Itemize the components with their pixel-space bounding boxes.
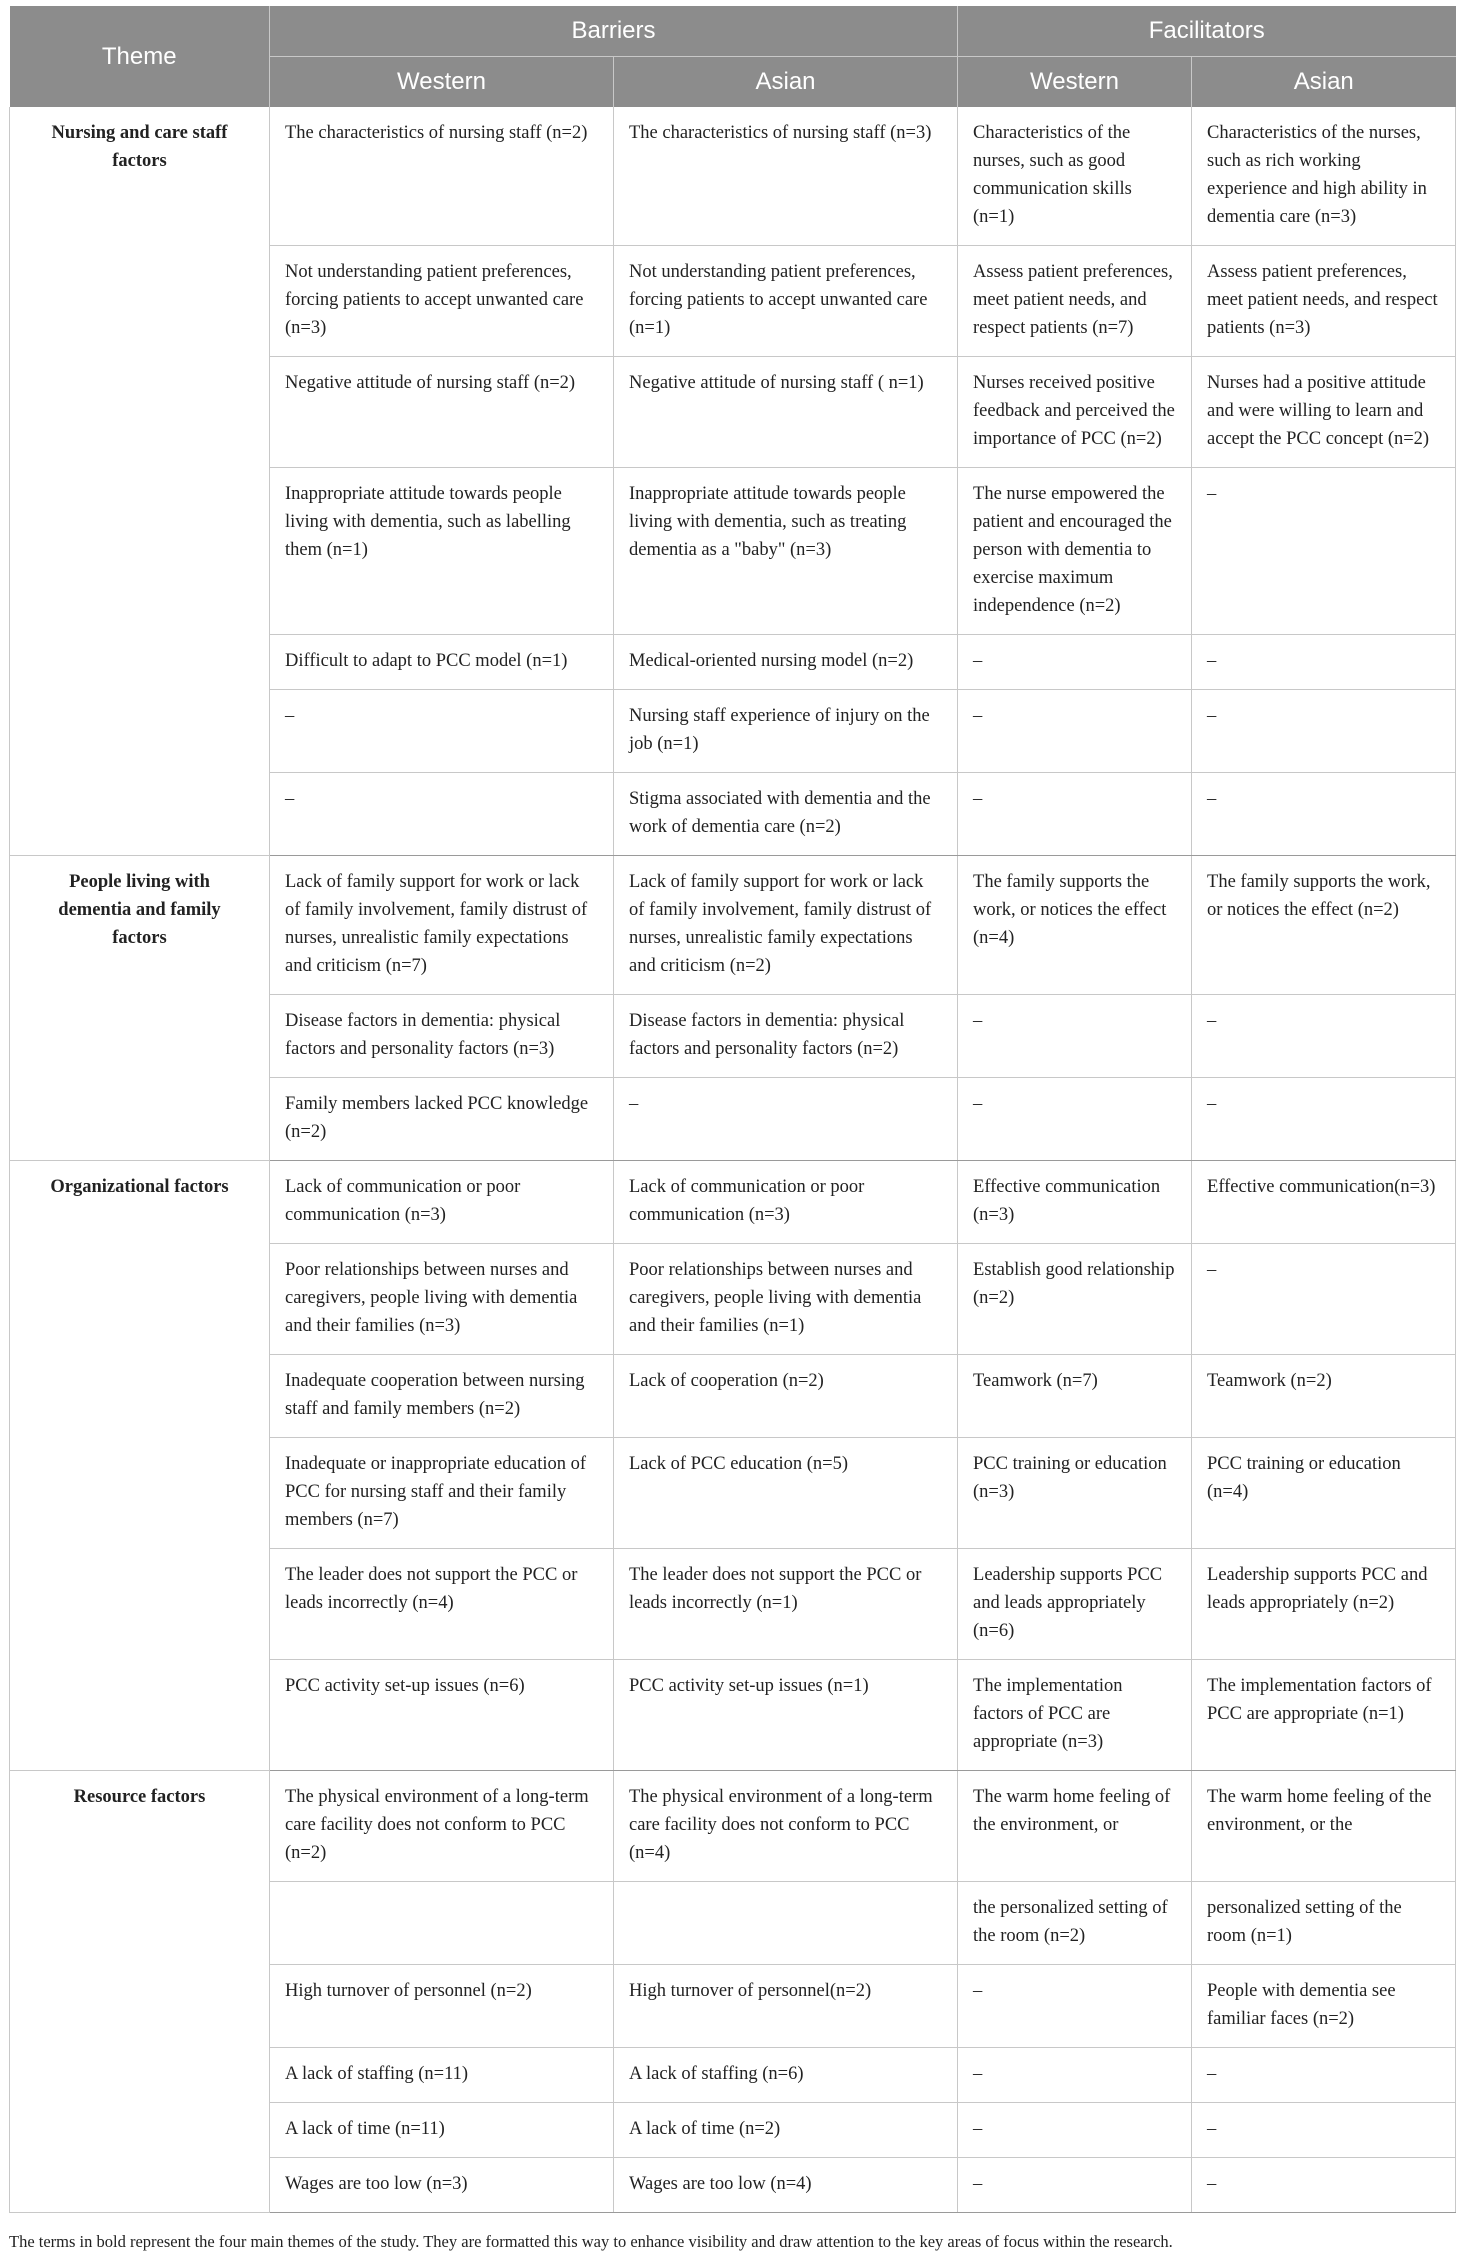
facilitators-asian-cell: –	[1192, 2048, 1456, 2103]
barriers-asian-cell: Negative attitude of nursing staff ( n=1)	[614, 357, 958, 468]
facilitators-western-cell: –	[958, 2048, 1192, 2103]
facilitators-western-cell: –	[958, 635, 1192, 690]
facilitators-asian-cell: –	[1192, 635, 1456, 690]
facilitators-western-cell: Establish good relationship (n=2)	[958, 1244, 1192, 1355]
barriers-western-cell: Lack of family support for work or lack of family involvement, family distrust of nurses, unrealistic family expectations and criticism (n=7)	[270, 856, 614, 995]
barriers-western-cell: Difficult to adapt to PCC model (n=1)	[270, 635, 614, 690]
facilitators-western-cell: –	[958, 1078, 1192, 1161]
facilitators-western-cell: Nurses received positive feedback and perceived the importance of PCC (n=2)	[958, 357, 1192, 468]
facilitators-asian-cell: PCC training or education (n=4)	[1192, 1438, 1456, 1549]
barriers-asian-cell: High turnover of personnel(n=2)	[614, 1965, 958, 2048]
facilitators-asian-cell: The implementation factors of PCC are appropriate (n=1)	[1192, 1660, 1456, 1771]
facilitators-western-cell: Effective communication (n=3)	[958, 1161, 1192, 1244]
barriers-asian-cell: Not understanding patient preferences, forcing patients to accept unwanted care (n=1)	[614, 246, 958, 357]
barriers-asian-cell: Lack of cooperation (n=2)	[614, 1355, 958, 1438]
barriers-western-cell: Disease factors in dementia: physical factors and personality factors (n=3)	[270, 995, 614, 1078]
barriers-western-cell: Poor relationships between nurses and caregivers, people living with dementia and their families (n=3)	[270, 1244, 614, 1355]
facilitators-western-cell: –	[958, 2103, 1192, 2158]
barriers-western-cell: A lack of time (n=11)	[270, 2103, 614, 2158]
facilitators-asian-cell: Leadership supports PCC and leads appropriately (n=2)	[1192, 1549, 1456, 1660]
facilitators-western-cell: –	[958, 995, 1192, 1078]
barriers-asian-cell: Lack of family support for work or lack of family involvement, family distrust of nurses, unrealistic family expectations and criticism (n=2)	[614, 856, 958, 995]
header-theme: Theme	[10, 6, 270, 107]
theme-cell: Organizational factors	[10, 1161, 270, 1771]
table-header	[10, 6, 1456, 107]
facilitators-western-cell: the personalized setting of the room (n=2)	[958, 1882, 1192, 1965]
facilitators-western-cell: –	[958, 2158, 1192, 2213]
facilitators-asian-cell: Characteristics of the nurses, such as rich working experience and high ability in dementia care (n=3)	[1192, 107, 1456, 246]
header-facilitators-asian: Asian	[1192, 57, 1456, 108]
facilitators-western-cell: –	[958, 1965, 1192, 2048]
table-row	[10, 107, 1456, 246]
facilitators-asian-cell: –	[1192, 468, 1456, 635]
barriers-asian-cell: The leader does not support the PCC or leads incorrectly (n=1)	[614, 1549, 958, 1660]
barriers-asian-cell: A lack of time (n=2)	[614, 2103, 958, 2158]
facilitators-western-cell: The family supports the work, or notices the effect (n=4)	[958, 856, 1192, 995]
barriers-western-cell: Wages are too low (n=3)	[270, 2158, 614, 2213]
barriers-western-cell: Inappropriate attitude towards people living with dementia, such as labelling them (n=1)	[270, 468, 614, 635]
barriers-western-cell: Family members lacked PCC knowledge (n=2)	[270, 1078, 614, 1161]
barriers-western-cell: PCC activity set-up issues (n=6)	[270, 1660, 614, 1771]
facilitators-asian-cell: –	[1192, 773, 1456, 856]
header-barriers-western: Western	[270, 57, 614, 108]
facilitators-asian-cell: –	[1192, 690, 1456, 773]
barriers-asian-cell: –	[614, 1078, 958, 1161]
facilitators-western-cell: The nurse empowered the patient and encouraged the person with dementia to exercise maximum independence (n=2)	[958, 468, 1192, 635]
pcc-barriers-facilitators-table	[9, 6, 1456, 2213]
facilitators-western-cell: Assess patient preferences, meet patient needs, and respect patients (n=7)	[958, 246, 1192, 357]
facilitators-western-cell: PCC training or education (n=3)	[958, 1438, 1192, 1549]
barriers-western-cell: –	[270, 773, 614, 856]
barriers-western-cell: –	[270, 690, 614, 773]
theme-cell: Resource factors	[10, 1771, 270, 2213]
table-footnote: The terms in bold represent the four main themes of the study. They are formatted this way to enhance visibility and draw attention to the key areas of focus within the research.	[9, 2232, 1173, 2251]
facilitators-western-cell: The implementation factors of PCC are appropriate (n=3)	[958, 1660, 1192, 1771]
barriers-asian-cell: A lack of staffing (n=6)	[614, 2048, 958, 2103]
barriers-asian-cell: The characteristics of nursing staff (n=3)	[614, 107, 958, 246]
barriers-asian-cell: Inappropriate attitude towards people living with dementia, such as treating dementia as a "baby" (n=3)	[614, 468, 958, 635]
barriers-western-cell: Inadequate or inappropriate education of PCC for nursing staff and their family members (n=7)	[270, 1438, 614, 1549]
header-facilitators-western: Western	[958, 57, 1192, 108]
barriers-asian-cell: Poor relationships between nurses and caregivers, people living with dementia and their families (n=1)	[614, 1244, 958, 1355]
theme-cell: Nursing and care staff factors	[10, 107, 270, 856]
barriers-western-cell: Inadequate cooperation between nursing staff and family members (n=2)	[270, 1355, 614, 1438]
facilitators-asian-cell: –	[1192, 1078, 1456, 1161]
barriers-asian-cell: The physical environment of a long-term care facility does not conform to PCC (n=4)	[614, 1771, 958, 1882]
barriers-western-cell: Lack of communication or poor communication (n=3)	[270, 1161, 614, 1244]
barriers-asian-cell: Lack of communication or poor communication (n=3)	[614, 1161, 958, 1244]
table-row	[10, 856, 1456, 995]
facilitators-asian-cell: –	[1192, 2103, 1456, 2158]
barriers-western-cell	[270, 1882, 614, 1965]
barriers-western-cell: High turnover of personnel (n=2)	[270, 1965, 614, 2048]
barriers-western-cell: Negative attitude of nursing staff (n=2)	[270, 357, 614, 468]
barriers-asian-cell: PCC activity set-up issues (n=1)	[614, 1660, 958, 1771]
facilitators-western-cell: Leadership supports PCC and leads appropriately (n=6)	[958, 1549, 1192, 1660]
facilitators-western-cell: –	[958, 773, 1192, 856]
facilitators-asian-cell: personalized setting of the room (n=1)	[1192, 1882, 1456, 1965]
facilitators-western-cell: Characteristics of the nurses, such as good communication skills (n=1)	[958, 107, 1192, 246]
barriers-asian-cell: Lack of PCC education (n=5)	[614, 1438, 958, 1549]
facilitators-asian-cell: –	[1192, 1244, 1456, 1355]
barriers-western-cell: The physical environment of a long-term care facility does not conform to PCC (n=2)	[270, 1771, 614, 1882]
facilitators-asian-cell: The family supports the work, or notices the effect (n=2)	[1192, 856, 1456, 995]
facilitators-western-cell: Teamwork (n=7)	[958, 1355, 1192, 1438]
facilitators-asian-cell: Assess patient preferences, meet patient needs, and respect patients (n=3)	[1192, 246, 1456, 357]
table-row	[10, 1771, 1456, 1882]
facilitators-asian-cell: Teamwork (n=2)	[1192, 1355, 1456, 1438]
barriers-western-cell: The characteristics of nursing staff (n=2)	[270, 107, 614, 246]
barriers-asian-cell: Medical-oriented nursing model (n=2)	[614, 635, 958, 690]
facilitators-western-cell: The warm home feeling of the environment, or	[958, 1771, 1192, 1882]
barriers-asian-cell: Nursing staff experience of injury on the job (n=1)	[614, 690, 958, 773]
facilitators-asian-cell: –	[1192, 995, 1456, 1078]
facilitators-asian-cell: Nurses had a positive attitude and were willing to learn and accept the PCC concept (n=2)	[1192, 357, 1456, 468]
table-body	[10, 107, 1456, 2213]
header-facilitators: Facilitators	[958, 6, 1456, 57]
barriers-asian-cell: Wages are too low (n=4)	[614, 2158, 958, 2213]
facilitators-western-cell: –	[958, 690, 1192, 773]
facilitators-asian-cell: The warm home feeling of the environment, or the	[1192, 1771, 1456, 1882]
barriers-western-cell: The leader does not support the PCC or leads incorrectly (n=4)	[270, 1549, 614, 1660]
header-barriers-asian: Asian	[614, 57, 958, 108]
barriers-asian-cell: Disease factors in dementia: physical factors and personality factors (n=2)	[614, 995, 958, 1078]
facilitators-asian-cell: Effective communication(n=3)	[1192, 1161, 1456, 1244]
barriers-western-cell: A lack of staffing (n=11)	[270, 2048, 614, 2103]
theme-cell: People living with dementia and family factors	[10, 856, 270, 1161]
table-row	[10, 1161, 1456, 1244]
barriers-asian-cell	[614, 1882, 958, 1965]
header-barriers: Barriers	[270, 6, 958, 57]
facilitators-asian-cell: –	[1192, 2158, 1456, 2213]
barriers-asian-cell: Stigma associated with dementia and the work of dementia care (n=2)	[614, 773, 958, 856]
facilitators-asian-cell: People with dementia see familiar faces (n=2)	[1192, 1965, 1456, 2048]
barriers-western-cell: Not understanding patient preferences, forcing patients to accept unwanted care (n=3)	[270, 246, 614, 357]
